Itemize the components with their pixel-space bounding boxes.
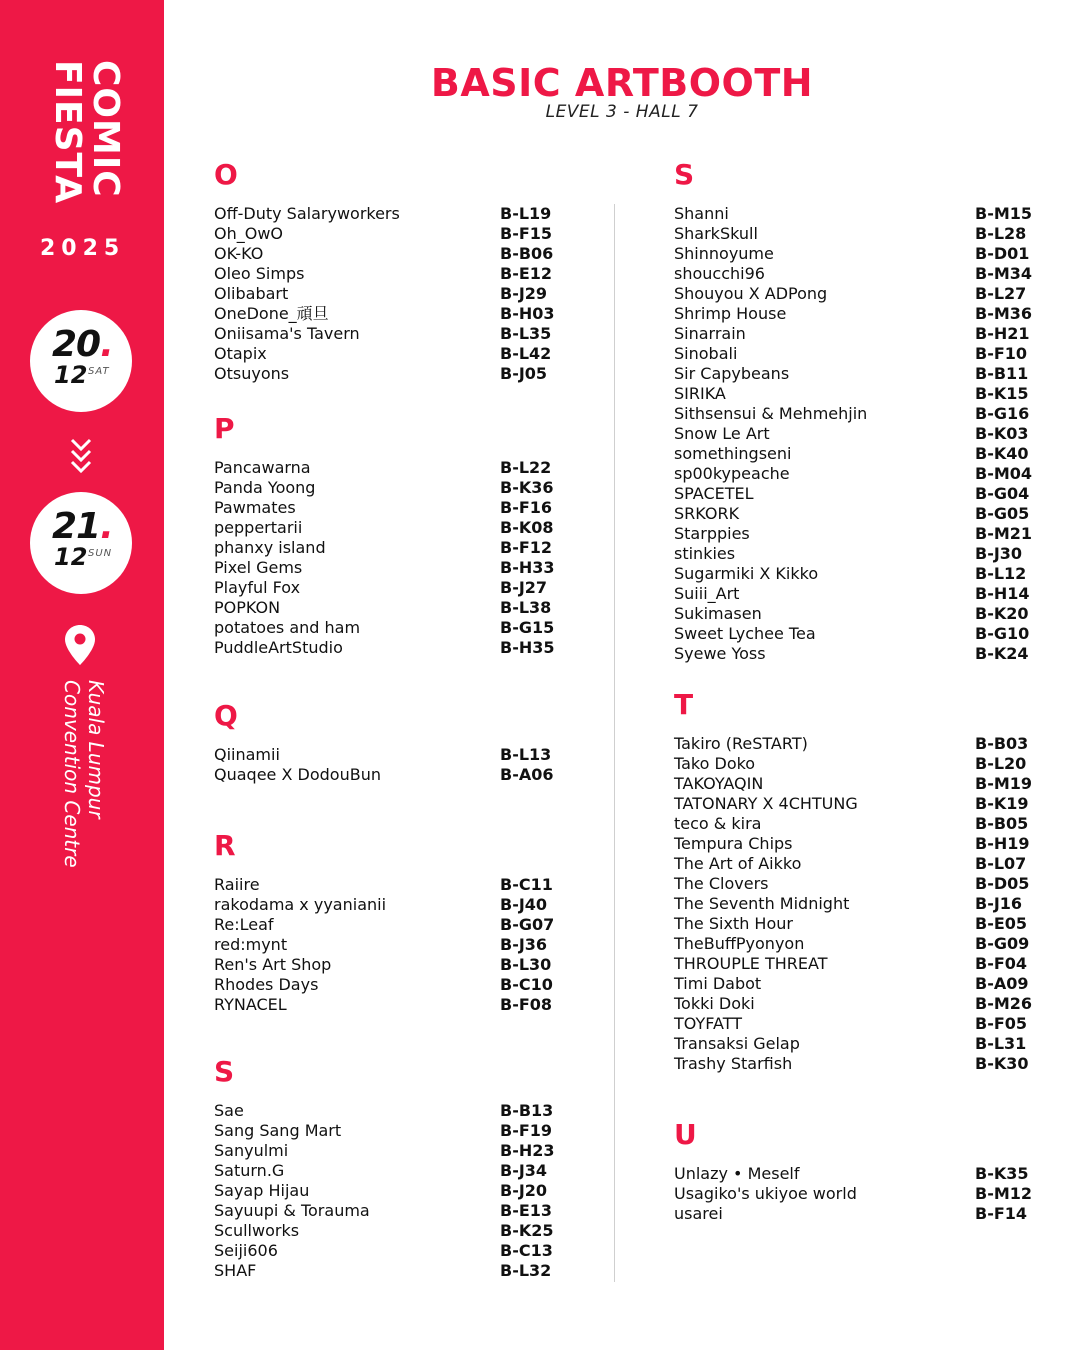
- section-letter: P: [214, 412, 235, 445]
- booth-code: B-H33: [500, 558, 555, 577]
- date-month: 12: [54, 361, 88, 389]
- booth-code: B-J16: [975, 894, 1023, 913]
- booth-name: SharkSkull: [674, 224, 758, 243]
- booth-code: B-M15: [975, 204, 1033, 223]
- booth-code: B-L38: [500, 598, 552, 617]
- section-letter: R: [214, 829, 236, 862]
- booth-name: SPACETEL: [674, 484, 754, 503]
- booth-code: B-K15: [975, 384, 1029, 403]
- booth-name: Oh_OwO: [214, 224, 284, 243]
- booth-code: B-F10: [975, 344, 1028, 363]
- booth-code: B-B13: [500, 1101, 554, 1120]
- booth-code: B-D01: [975, 244, 1030, 263]
- date-badge-day1: [30, 310, 132, 412]
- booth-name: Oleo Simps: [214, 264, 305, 283]
- booth-name: Otsuyons: [214, 364, 290, 383]
- section-letter: S: [674, 158, 695, 191]
- booth-code: B-F08: [500, 995, 553, 1014]
- booth-code: B-L30: [500, 955, 552, 974]
- booth-name: Rhodes Days: [214, 975, 319, 994]
- date-day: 21.: [52, 506, 113, 547]
- booth-name: The Clovers: [674, 874, 769, 893]
- booth-code: B-K08: [500, 518, 554, 537]
- booth-name: Sae: [214, 1101, 244, 1120]
- booth-code: B-L22: [500, 458, 552, 477]
- booth-code: B-F15: [500, 224, 553, 243]
- section-letter: S: [214, 1055, 235, 1088]
- booth-name: SIRIKA: [674, 384, 726, 403]
- booth-name: Usagiko's ukiyoe world: [674, 1184, 857, 1203]
- booth-code: B-L35: [500, 324, 552, 343]
- booth-code: B-G05: [975, 504, 1030, 523]
- booth-code: B-H19: [975, 834, 1030, 853]
- booth-name: Trashy Starfish: [674, 1054, 793, 1073]
- booth-code: B-H14: [975, 584, 1030, 603]
- booth-name: The Sixth Hour: [674, 914, 793, 933]
- booth-name: TATONARY X 4CHTUNG: [674, 794, 858, 813]
- section-letter: Q: [214, 699, 238, 732]
- booth-code: B-H23: [500, 1141, 555, 1160]
- booth-name: Shrimp House: [674, 304, 787, 323]
- booth-name: red:mynt: [214, 935, 288, 954]
- booth-name: Sugarmiki X Kikko: [674, 564, 819, 583]
- booth-name: Quaqee X DodouBun: [214, 765, 381, 784]
- booth-name: Snow Le Art: [674, 424, 770, 443]
- booth-code: B-G15: [500, 618, 555, 637]
- booth-code: B-C11: [500, 875, 553, 894]
- booth-code: B-M26: [975, 994, 1033, 1013]
- booth-name: TAKOYAQIN: [674, 774, 764, 793]
- booth-code: B-M04: [975, 464, 1033, 483]
- booth-name: Syewe Yoss: [674, 644, 766, 663]
- date-day: 20.: [52, 324, 113, 365]
- booth-code: B-K25: [500, 1221, 554, 1240]
- column-divider: [614, 204, 615, 1282]
- booth-name: OK-KO: [214, 244, 264, 263]
- booth-code: B-J40: [500, 895, 548, 914]
- booth-code: B-E05: [975, 914, 1028, 933]
- booth-code: B-M19: [975, 774, 1033, 793]
- booth-code: B-J29: [500, 284, 548, 303]
- booth-code: B-J20: [500, 1181, 548, 1200]
- booth-name: sp00kypeache: [674, 464, 790, 483]
- booth-name: rakodama x yyanianii: [214, 895, 387, 914]
- booth-name: teco & kira: [674, 814, 762, 833]
- booth-code: B-J05: [500, 364, 548, 383]
- booth-name: Tokki Doki: [674, 994, 755, 1013]
- booth-name: Sithsensui & Mehmehjin: [674, 404, 868, 423]
- booth-name: Otapix: [214, 344, 267, 363]
- booth-name: Suiii_Art: [674, 584, 740, 603]
- booth-name: phanxy island: [214, 538, 326, 557]
- logo-line-fiesta: FIESTA: [47, 60, 88, 205]
- booth-name: TOYFATT: [674, 1014, 742, 1033]
- booth-code: B-M34: [975, 264, 1033, 283]
- booth-code: B-L19: [500, 204, 552, 223]
- booth-code: B-M21: [975, 524, 1033, 543]
- booth-name: Sinarrain: [674, 324, 746, 343]
- booth-code: B-B11: [975, 364, 1029, 383]
- booth-code: B-G10: [975, 624, 1030, 643]
- booth-code: B-F16: [500, 498, 553, 517]
- booth-name: Unlazy • Meself: [674, 1164, 800, 1183]
- booth-code: B-L27: [975, 284, 1027, 303]
- booth-code: B-L12: [975, 564, 1027, 583]
- booth-name: Transaksi Gelap: [674, 1034, 800, 1053]
- booth-name: Shanni: [674, 204, 729, 223]
- booth-name: Ren's Art Shop: [214, 955, 332, 974]
- booth-name: Pancawarna: [214, 458, 311, 477]
- section-letter: T: [674, 688, 694, 721]
- booth-name: Re:Leaf: [214, 915, 274, 934]
- booth-name: Scullworks: [214, 1221, 300, 1240]
- booth-name: Tako Doko: [674, 754, 756, 773]
- booth-code: B-F05: [975, 1014, 1028, 1033]
- logo-line-comic: COMIC: [85, 60, 126, 198]
- booth-code: B-L20: [975, 754, 1027, 773]
- booth-code: B-A06: [500, 765, 554, 784]
- date-month: 12: [54, 543, 88, 571]
- booth-code: B-M12: [975, 1184, 1033, 1203]
- booth-name: PuddleArtStudio: [214, 638, 343, 657]
- booth-code: B-F04: [975, 954, 1028, 973]
- booth-code: B-F19: [500, 1121, 553, 1140]
- location-pin-icon: [64, 624, 96, 666]
- booth-name: Panda Yoong: [214, 478, 316, 497]
- double-chevron-down-icon: [68, 436, 94, 476]
- booth-code: B-L31: [975, 1034, 1027, 1053]
- booth-code: B-L28: [975, 224, 1027, 243]
- booth-code: B-L32: [500, 1261, 552, 1280]
- booth-code: B-K20: [975, 604, 1029, 623]
- booth-name: Timi Dabot: [674, 974, 762, 993]
- booth-code: B-K03: [975, 424, 1029, 443]
- booth-name: stinkies: [674, 544, 736, 563]
- booth-name: Pixel Gems: [214, 558, 303, 577]
- booth-code: B-E13: [500, 1201, 553, 1220]
- booth-name: Sayap Hijau: [214, 1181, 310, 1200]
- booth-name: Pawmates: [214, 498, 296, 517]
- booth-code: B-L13: [500, 745, 552, 764]
- booth-name: POPKON: [214, 598, 281, 617]
- booth-code: B-C10: [500, 975, 553, 994]
- date-weekday: SAT: [88, 366, 110, 377]
- booth-code: B-D05: [975, 874, 1030, 893]
- page-subtitle: LEVEL 3 - HALL 7: [545, 102, 699, 122]
- booth-code: B-L42: [500, 344, 552, 363]
- booth-code: B-K24: [975, 644, 1029, 663]
- booth-code: B-J30: [975, 544, 1023, 563]
- booth-name: Qiinamii: [214, 745, 280, 764]
- booth-name: Takiro (ReSTART): [674, 734, 808, 753]
- date-weekday: SUN: [88, 548, 113, 559]
- booth-code: B-K40: [975, 444, 1029, 463]
- booth-code: B-B05: [975, 814, 1029, 833]
- booth-code: B-K35: [975, 1164, 1029, 1183]
- booth-name: Sweet Lychee Tea: [674, 624, 816, 643]
- booth-code: B-H03: [500, 304, 555, 323]
- booth-code: B-F12: [500, 538, 553, 557]
- booth-name: Sayuupi & Torauma: [214, 1201, 370, 1220]
- booth-code: B-K19: [975, 794, 1029, 813]
- booth-code: B-J36: [500, 935, 548, 954]
- page-title: BASIC ARTBOOTH: [430, 61, 814, 105]
- booth-name: TheBuffPyonyon: [674, 934, 805, 953]
- booth-name: Seiji606: [214, 1241, 278, 1260]
- booth-name: Tempura Chips: [674, 834, 793, 853]
- venue-line-1: Kuala Lumpur: [84, 680, 108, 819]
- booth-name: shoucchi96: [674, 264, 765, 283]
- booth-name: somethingseni: [674, 444, 792, 463]
- booth-code: B-G04: [975, 484, 1030, 503]
- booth-name: The Art of Aikko: [674, 854, 802, 873]
- booth-name: SRKORK: [674, 504, 740, 523]
- booth-name: RYNACEL: [214, 995, 287, 1014]
- booth-code: B-B03: [975, 734, 1029, 753]
- booth-name: Olibabart: [214, 284, 289, 303]
- section-letter: U: [674, 1118, 697, 1151]
- booth-name: OneDone_頑旦: [214, 304, 329, 323]
- booth-name: Shinnoyume: [674, 244, 774, 263]
- booth-name: Sukimasen: [674, 604, 762, 623]
- booth-name: Raiire: [214, 875, 260, 894]
- booth-code: B-G07: [500, 915, 555, 934]
- booth-code: B-C13: [500, 1241, 553, 1260]
- booth-name: Saturn.G: [214, 1161, 285, 1180]
- booth-code: B-H35: [500, 638, 555, 657]
- section-letter: O: [214, 158, 238, 191]
- booth-code: B-A09: [975, 974, 1029, 993]
- booth-name: Playful Fox: [214, 578, 301, 597]
- booth-name: Oniisama's Tavern: [214, 324, 360, 343]
- booth-code: B-L07: [975, 854, 1027, 873]
- comic-fiesta-logo: [40, 60, 124, 260]
- booth-code: B-J27: [500, 578, 548, 597]
- booth-code: B-E12: [500, 264, 553, 283]
- booth-name: THROUPLE THREAT: [674, 954, 828, 973]
- booth-code: B-G16: [975, 404, 1030, 423]
- booth-name: Sang Sang Mart: [214, 1121, 342, 1140]
- booth-code: B-B06: [500, 244, 554, 263]
- venue-line-2: Convention Centre: [60, 680, 84, 868]
- booth-code: B-J34: [500, 1161, 548, 1180]
- venue-name: [56, 680, 108, 890]
- booth-name: Sinobali: [674, 344, 738, 363]
- booth-name: peppertarii: [214, 518, 303, 537]
- booth-name: usarei: [674, 1204, 723, 1223]
- booth-code: B-G09: [975, 934, 1030, 953]
- booth-name: SHAF: [214, 1261, 257, 1280]
- sidebar: [0, 0, 164, 1350]
- booth-name: Sanyulmi: [214, 1141, 289, 1160]
- booth-code: B-H21: [975, 324, 1030, 343]
- booth-name: Sir Capybeans: [674, 364, 790, 383]
- booth-code: B-M36: [975, 304, 1033, 323]
- logo-year: 2025: [40, 236, 126, 261]
- booth-name: Starppies: [674, 524, 750, 543]
- booth-name: The Seventh Midnight: [674, 894, 850, 913]
- booth-name: Shouyou X ADPong: [674, 284, 828, 303]
- booth-code: B-K36: [500, 478, 554, 497]
- date-badge-day2: [30, 492, 132, 594]
- booth-name: potatoes and ham: [214, 618, 361, 637]
- booth-name: Off-Duty Salaryworkers: [214, 204, 400, 223]
- booth-code: B-K30: [975, 1054, 1029, 1073]
- booth-code: B-F14: [975, 1204, 1028, 1223]
